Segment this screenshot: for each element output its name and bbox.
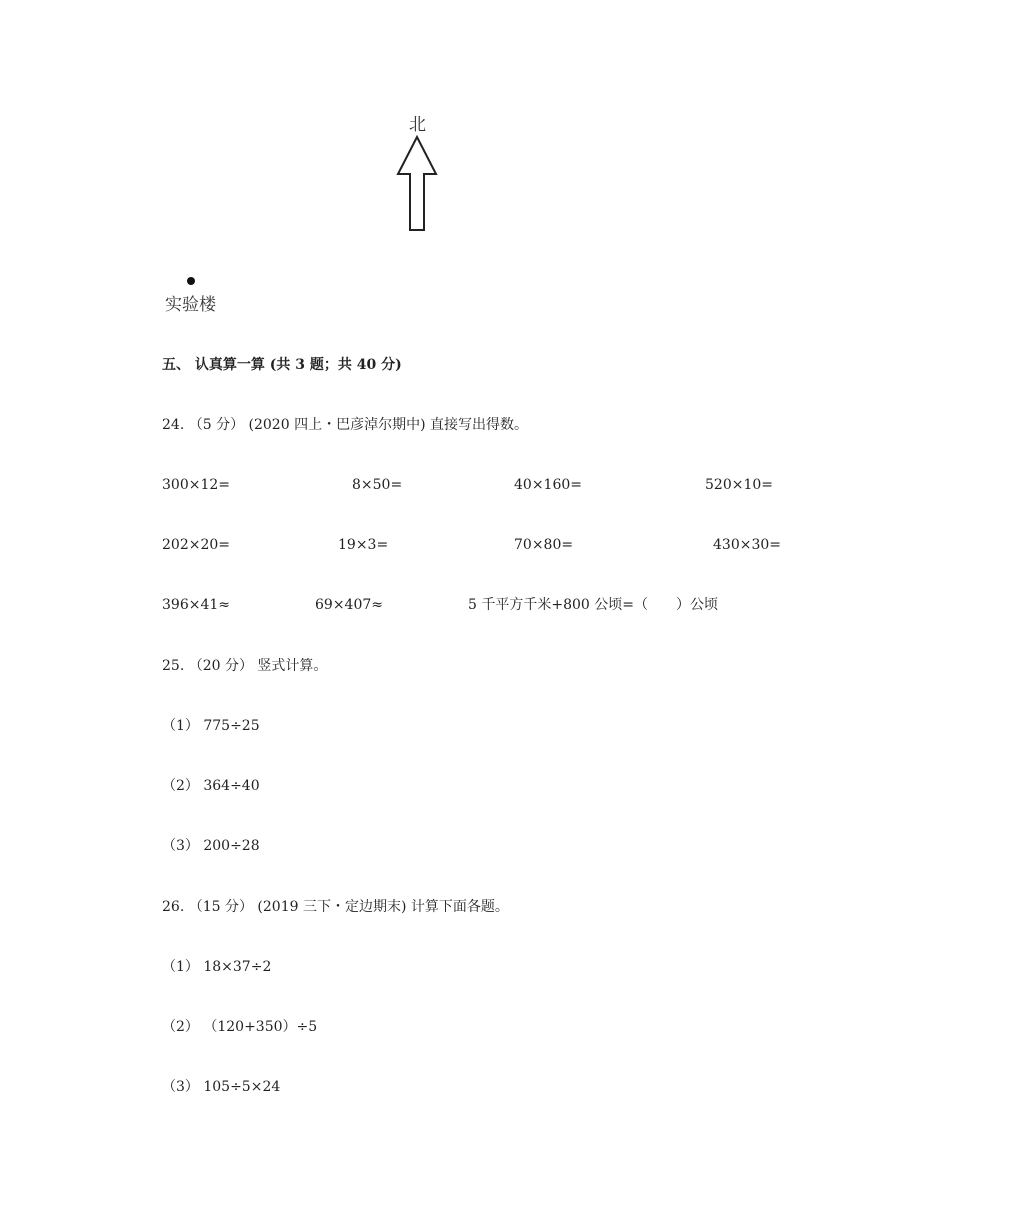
q24-item: 40×160= — [514, 477, 582, 493]
q25-item: （1） 775÷25 — [162, 718, 260, 734]
q24-item: 300×12= — [162, 477, 230, 493]
q24-item: 5 千平方千米+800 公顷=（ ）公顷 — [468, 597, 718, 613]
question-24-header: 24. （5 分） (2020 四上・巴彦淖尔期中) 直接写出得数。 — [162, 417, 528, 433]
q26-item: （2） （120+350）÷5 — [162, 1019, 318, 1035]
q24-item: 8×50= — [352, 477, 403, 493]
q24-item: 70×80= — [514, 537, 574, 553]
north-label: 北 — [409, 115, 426, 135]
north-arrow-icon — [396, 134, 440, 234]
q24-item: 19×3= — [338, 537, 389, 553]
building-dot — [187, 277, 195, 285]
q24-item: 202×20= — [162, 537, 230, 553]
section-title: 五、 认真算一算 (共 3 题；共 40 分) — [162, 357, 402, 373]
building-label: 实验楼 — [165, 295, 216, 315]
question-26-header: 26. （15 分） (2019 三下・定边期末) 计算下面各题。 — [162, 899, 509, 915]
q26-item: （3） 105÷5×24 — [162, 1079, 281, 1095]
q26-item: （1） 18×37÷2 — [162, 959, 272, 975]
question-25-header: 25. （20 分） 竖式计算。 — [162, 658, 328, 674]
q25-item: （2） 364÷40 — [162, 778, 260, 794]
q24-item: 396×41≈ — [162, 597, 230, 613]
q25-item: （3） 200÷28 — [162, 838, 260, 854]
q24-item: 430×30= — [713, 537, 781, 553]
q24-item: 520×10= — [705, 477, 773, 493]
q24-item: 69×407≈ — [315, 597, 383, 613]
